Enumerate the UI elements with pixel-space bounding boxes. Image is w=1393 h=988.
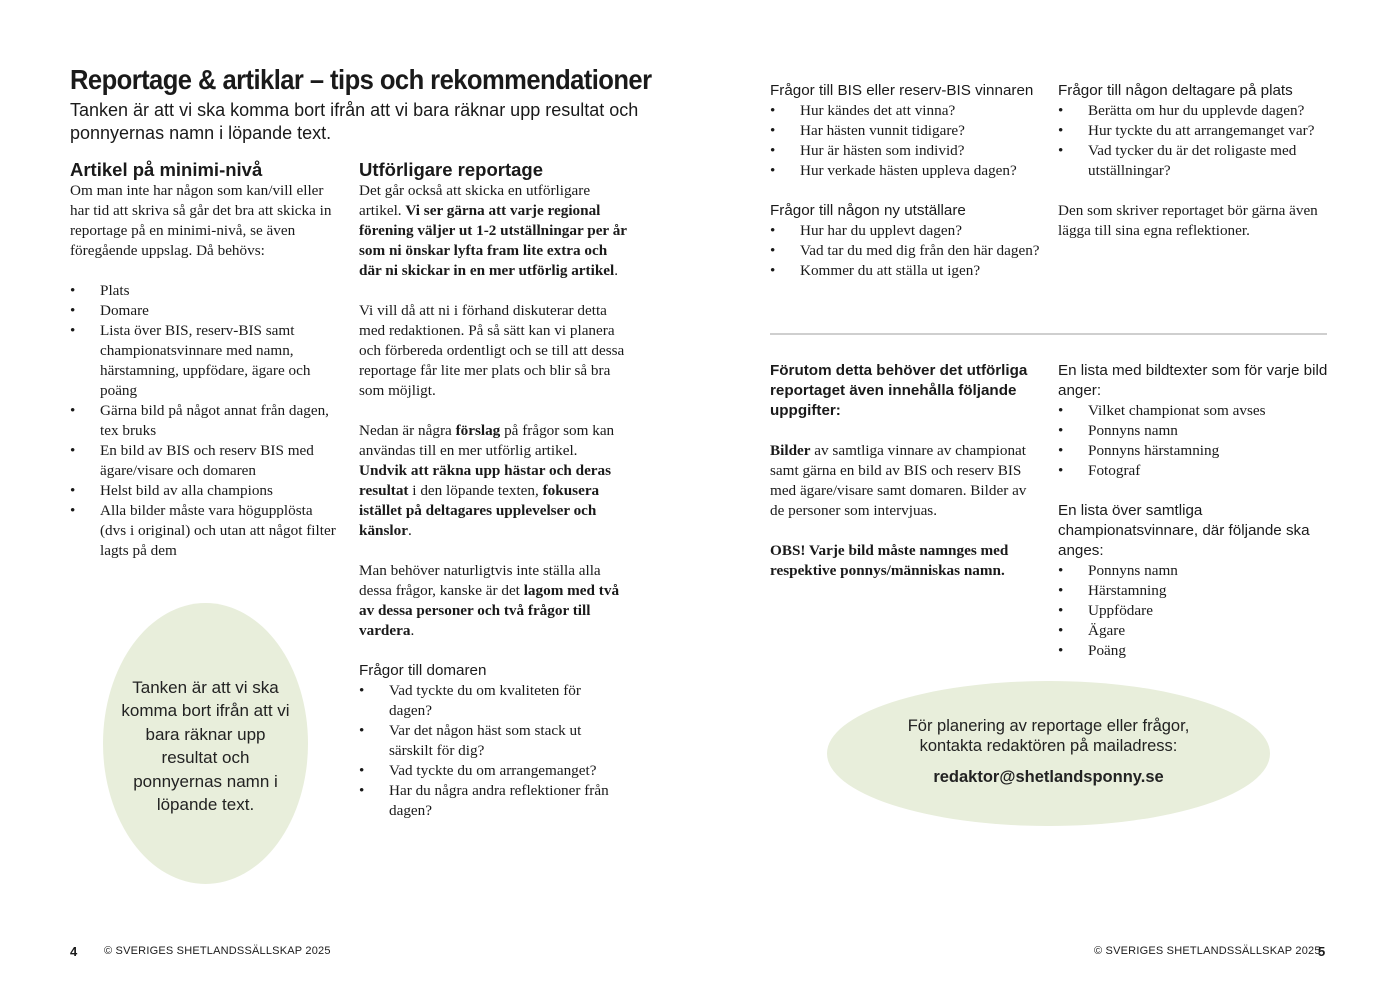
caption-list [1058,401,1330,481]
detailed-report-scope: Man behöver naturligtvis inte ställa alla dessa frågor, kanske är det lagom med två av dessa personer och två frågor till vardera. [359,562,620,639]
list-item: • Lista över BIS, reserv-BIS samt championatsvinnare med namn, härstamning, uppfödare, ägare och poäng [70,321,340,401]
images-requirement: Bilder av samtliga vinnare av championat samt gärna en bild av BIS och reserv BIS med ägare/visare samt domaren. Bilder av de personer som intervjuas. [770,442,1027,519]
list-item: • Kommer du att ställa ut igen? [770,261,1045,281]
list-item: • Poäng [1058,641,1330,661]
list-item: • Hur är hästen som individ? [770,141,1045,161]
list-item: • Hur har du upplevt dagen? [770,221,1045,241]
list-item: • Ponnyns härstamning [1058,441,1330,461]
list-item: • Var det någon häst som stack ut särskilt för dig? [359,721,627,761]
list-item: • Alla bilder måste vara högupplösta (dvs i original) och utan att något filter lagts på dem [70,501,340,561]
list-item: • Fotograf [1058,461,1330,481]
bis-questions-heading: Frågor till BIS eller reserv-BIS vinnaren [770,82,1034,99]
footer-right: © SVERIGES SHETLANDSSÄLLSKAP 2025 [1094,945,1321,957]
detailed-report-column [359,159,627,821]
minimum-requirements-list [70,281,340,561]
list-item: • Vad tyckte du om arrangemanget? [359,761,627,781]
list-item: • Vilket championat som avses [1058,401,1330,421]
list-item: • Gärna bild på något annat från dagen, tex bruks [70,401,340,441]
minimum-article-column [70,159,340,561]
bis-questions-column [770,81,1045,281]
detailed-report-planning: Vi vill då att ni i förhand diskuterar detta med redaktionen. På så sätt kan vi planera och förbereda ordentligt och se till att dessa reportage får lite mer plats och blir så bra som möjligt. [359,302,625,399]
list-item: • Har hästen vunnit tidigare? [770,121,1045,141]
list-item: • Uppfödare [1058,601,1330,621]
judge-questions-list [359,681,627,821]
list-item: • Har du några andra reflektioner från dagen? [359,781,627,821]
list-item: • Vad tyckte du om kvaliteten för dagen? [359,681,627,721]
list-item: • Hur tyckte du att arrangemanget var? [1058,121,1328,141]
contact-oval [827,681,1270,826]
participant-questions-heading: Frågor till någon deltagare på plats [1058,82,1293,99]
list-item: • Berätta om hur du upplevde dagen? [1058,101,1328,121]
caption-list-heading: En lista med bildtexter som för varje bild anger: [1058,362,1328,399]
obs-note: OBS! Varje bild måste namnges med respektive ponnys/människas namn. [770,542,1009,579]
requirements-heading: Förutom detta behöver det utförliga reportaget även innehålla följande uppgifter: [770,362,1028,419]
list-item: • Domare [70,301,340,321]
intro-text: Tanken är att vi ska komma bort ifrån att vi bara räknar upp resultat och ponnyernas namn i löpande text. [70,100,639,143]
list-item: • Vad tar du med dig från den här dagen? [770,241,1045,261]
list-item: • Ponnyns namn [1058,561,1330,581]
detailed-report-suggestions: Nedan är några förslag på frågor som kan användas till en mer utförlig artikel. Undvik att räkna upp hästar och deras resultat i den löpande texten, fokusera istället på deltagares upplevelser och känslor. [359,422,615,539]
detailed-report-intro: Det går också att skicka en utförligare artikel. Vi ser gärna att varje regional förening väljer ut 1-2 utställningar per år som ni önskar lyfta fram lite extra och där ni skickar in en mer utförlig artikel. [359,182,627,279]
participant-questions-column [1058,81,1328,241]
new-exhibitor-list [770,221,1045,281]
list-item: • Helst bild av alla champions [70,481,340,501]
list-item: • Plats [70,281,340,301]
callout-text: Tanken är att vi ska komma bort ifrån att vi bara räknar upp resultat och ponnyernas namn i löpande text. [121,678,290,815]
detailed-report-heading: Utförligare reportage [359,159,544,180]
participant-questions-list [1058,101,1328,181]
list-item: • Hur verkade hästen uppleva dagen? [770,161,1045,181]
contact-text: För planering av reportage eller frågor, kontakta redaktören på mailadress: [907,717,1190,755]
list-item: • Ägare [1058,621,1330,641]
list-item: • En bild av BIS och reserv BIS med ägare/visare och domaren [70,441,340,481]
list-item: • Hur kändes det att vinna? [770,101,1045,121]
list-item: • Härstamning [1058,581,1330,601]
lists-column [1058,361,1330,661]
reflections-text: Den som skriver reportaget bör gärna även lägga till sina egna reflektioner. [1058,202,1318,239]
champions-list-heading: En lista över samtliga championatsvinnare, där följande ska anges: [1058,502,1310,559]
page-number-left: 4 [70,944,78,959]
page-number-right: 5 [1318,944,1326,959]
list-item: • Vad tycker du är det roligaste med utställningar? [1058,141,1328,181]
judge-questions-heading: Frågor till domaren [359,662,487,679]
list-item: • Ponnyns namn [1058,421,1330,441]
section-divider [770,333,1327,335]
minimum-article-heading: Artikel på minimi-nivå [70,159,263,180]
bis-questions-list [770,101,1045,181]
minimum-article-text: Om man inte har någon som kan/vill eller har tid att skriva så går det bra att skicka in reportage på en minimi-nivå, se även föregående uppslag. Då behövs: [70,182,332,259]
footer-left: © SVERIGES SHETLANDSSÄLLSKAP 2025 [104,945,331,957]
page-title: Reportage & artiklar – tips och rekommendationer [70,64,652,95]
champions-list [1058,561,1330,661]
new-exhibitor-heading: Frågor till någon ny utställare [770,202,966,219]
requirements-column [770,361,1042,581]
callout-oval [103,603,308,884]
contact-email-link[interactable]: redaktor@shetlandsponny.se [933,768,1164,786]
